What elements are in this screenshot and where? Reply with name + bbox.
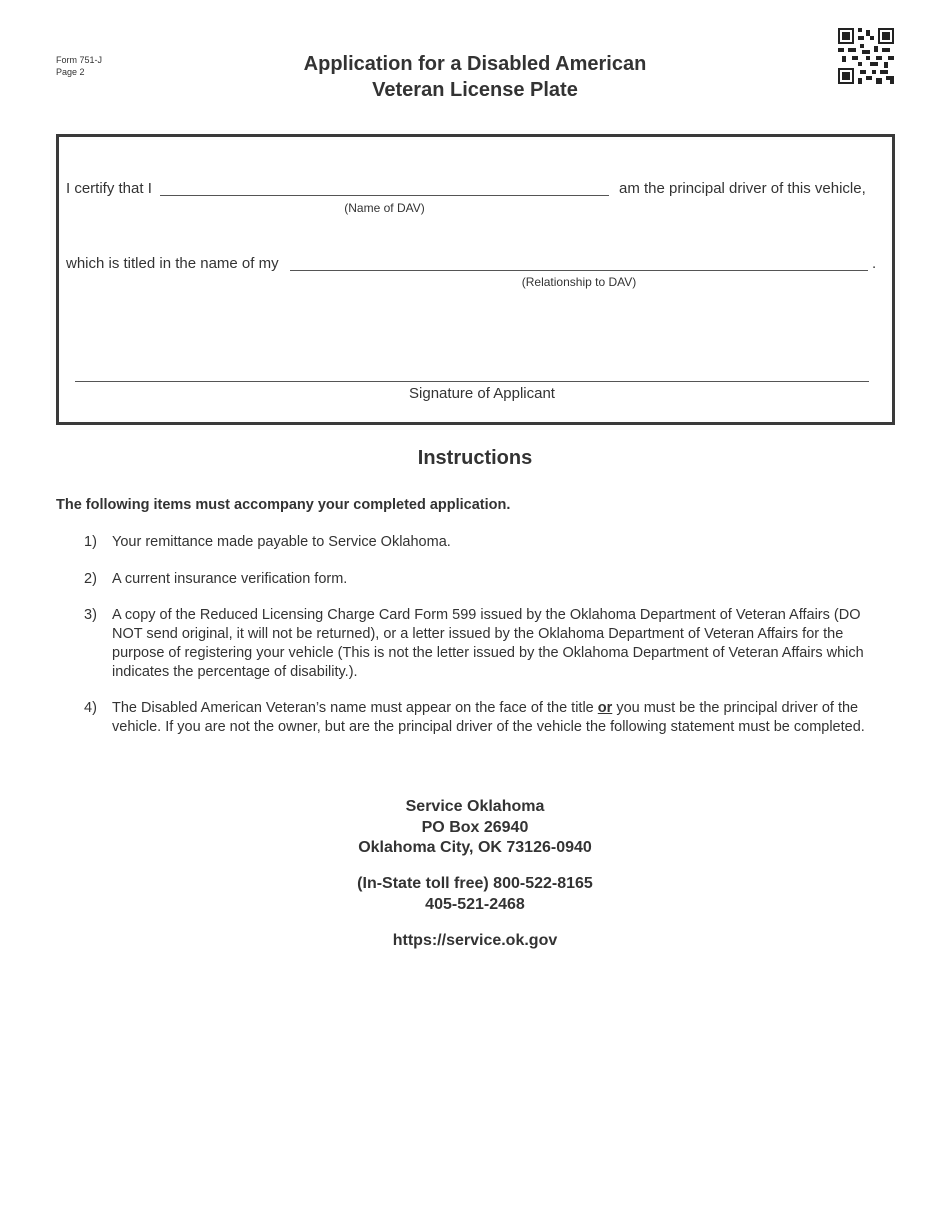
contact-org: Service Oklahoma [405, 798, 545, 815]
page-title [225, 51, 725, 103]
title-line-2: Veteran License Plate [372, 79, 578, 101]
list-item-text: A copy of the Reduced Licensing Charge Card Form 599 issued by the Oklahoma Department of Veteran Affairs (DO NOT send original, it will not be returned), or a letter issued by the Oklahoma Department of Veteran Affairs for the purpose of registering your vehicle (This is not the letter issued by the Oklahoma Department of Veteran Affairs which indicates the percentage of disability.). [112, 607, 864, 680]
relationship-line[interactable] [290, 270, 868, 271]
contact-address [0, 797, 950, 859]
list-item-number: 2) [84, 570, 97, 587]
instructions-heading: Instructions [417, 447, 533, 469]
signature-label: Signature of Applicant [409, 385, 555, 402]
form-number: Form 751-J [56, 55, 103, 65]
list-item-text-before: The Disabled American Veteran’s name must appear on the face of the title [112, 700, 594, 717]
instructions-list [84, 533, 894, 755]
dav-name-label: (Name of DAV) [344, 201, 425, 215]
list-item [84, 533, 894, 552]
list-item-text: Your remittance made payable to Service Oklahoma. [112, 534, 451, 550]
title-line-1: Application for a Disabled American [303, 53, 647, 75]
titled-prefix-text: which is titled in the name of my [66, 255, 279, 272]
list-item [84, 606, 894, 681]
contact-po-box: PO Box 26940 [421, 818, 529, 836]
form-identifier [56, 54, 102, 78]
contact-website[interactable]: https://service.ok.gov [392, 932, 558, 949]
titled-period: . [872, 255, 877, 272]
list-item-number: 3) [84, 607, 97, 624]
dav-name-line[interactable] [160, 195, 609, 196]
list-item-number: 1) [84, 534, 97, 550]
list-item-text: A current insurance verification form. [112, 570, 348, 587]
list-item [84, 570, 894, 589]
certify-prefix-text: I certify that I [66, 180, 152, 197]
contact-phone: 405-521-2468 [425, 895, 525, 913]
list-item-emphasis: or [597, 700, 613, 717]
instructions-intro: The following items must accompany your completed application. [56, 497, 511, 513]
signature-line[interactable] [75, 381, 869, 382]
certify-suffix-text: am the principal driver of this vehicle, [619, 180, 866, 197]
contact-city: Oklahoma City, OK 73126-0940 [358, 839, 592, 856]
contact-toll-free: (In-State toll free) 800-522-8165 [357, 875, 593, 892]
page-number: Page 2 [56, 67, 85, 77]
list-item-text-after: you must be the principal driver of the vehicle. If you are not the owner, but are the principal driver of the vehicle the following statement must be completed. [112, 700, 865, 735]
relationship-label: (Relationship to DAV) [521, 275, 637, 289]
list-item [84, 699, 894, 736]
contact-phones [0, 874, 950, 915]
qr-code-icon [838, 28, 894, 84]
list-item-number: 4) [84, 700, 97, 717]
